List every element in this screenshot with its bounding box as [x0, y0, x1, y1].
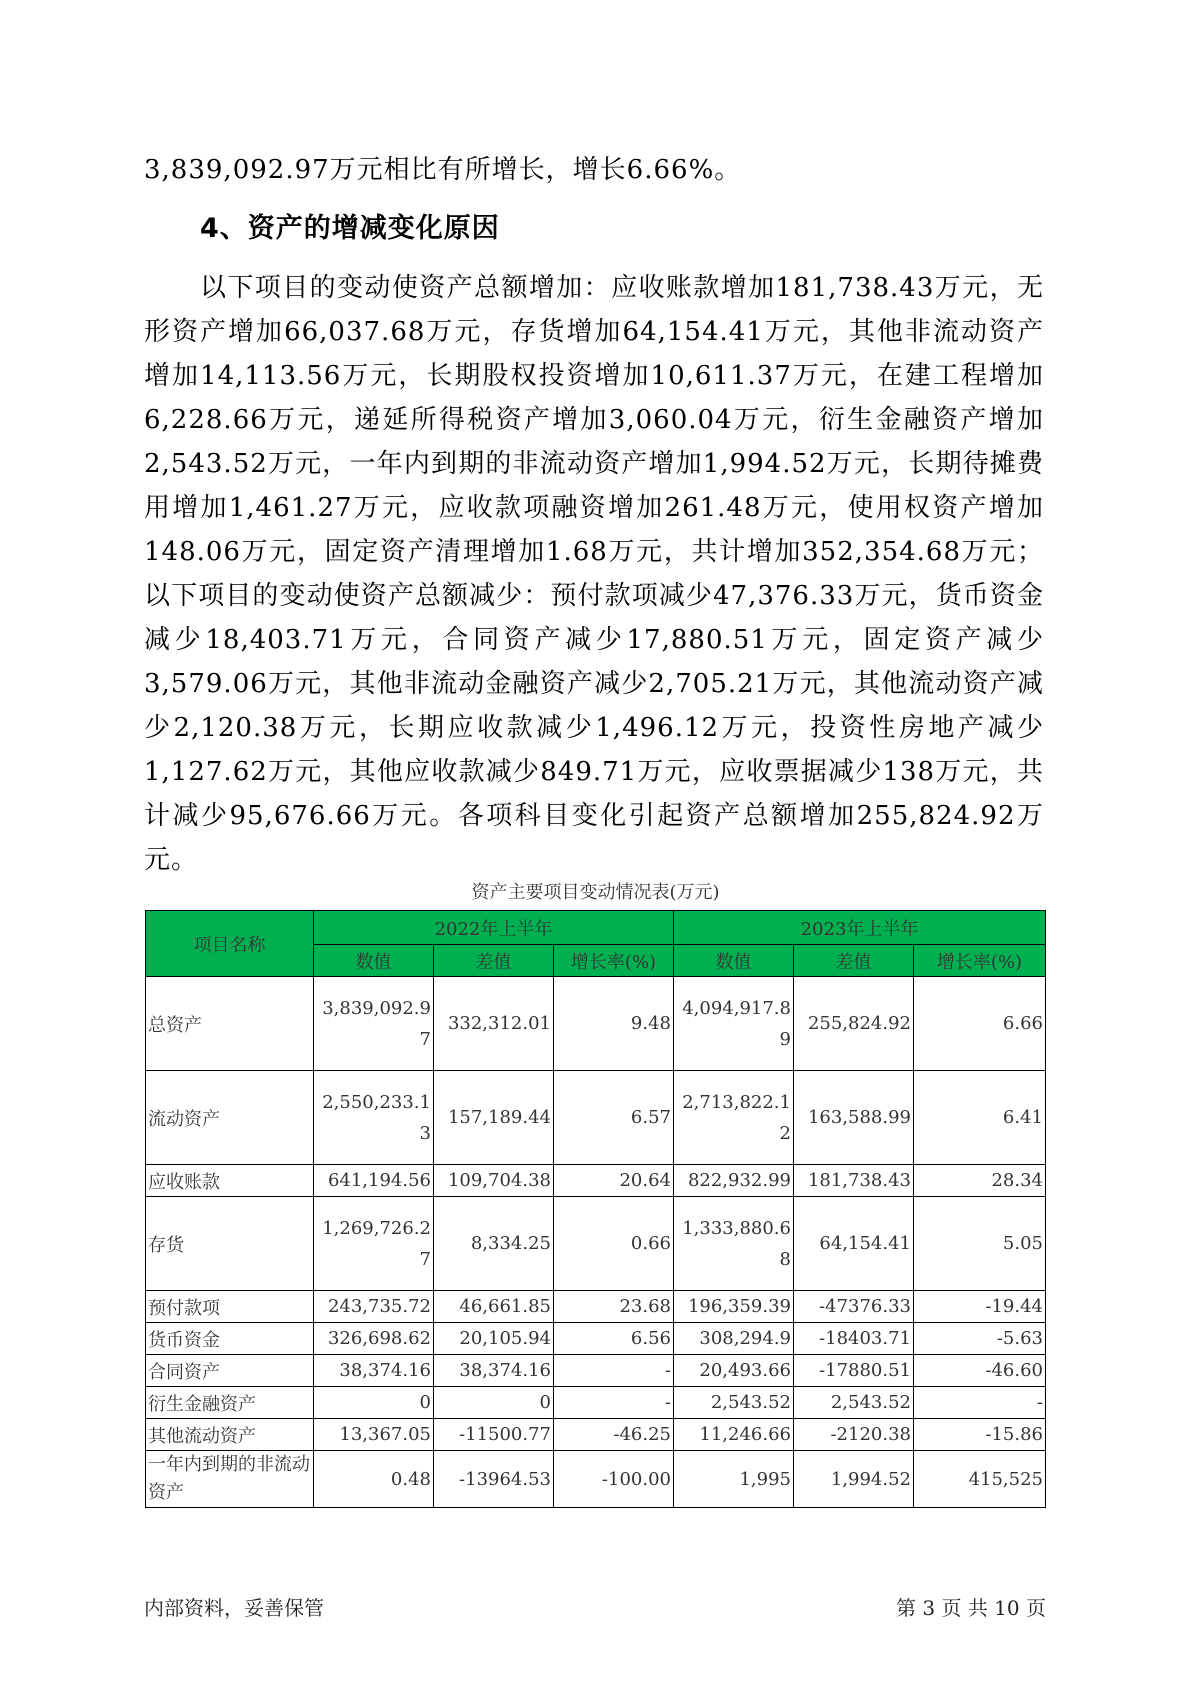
diff-2022: 109,704.38 — [434, 1165, 554, 1197]
row-name: 其他流动资产 — [146, 1419, 314, 1451]
header-rate-2023: 增长率(%) — [914, 945, 1046, 977]
diff-2023: 1,994.52 — [794, 1451, 914, 1508]
row-name: 合同资产 — [146, 1355, 314, 1387]
value-2022: 3,839,092.97 — [314, 977, 434, 1071]
diff-2023: 64,154.41 — [794, 1197, 914, 1291]
header-rate-2022: 增长率(%) — [554, 945, 674, 977]
rate-2023: 6.41 — [914, 1071, 1046, 1165]
diff-2023: -17880.51 — [794, 1355, 914, 1387]
table-row — [146, 1165, 1046, 1197]
diff-2022: -11500.77 — [434, 1419, 554, 1451]
diff-2023: -47376.33 — [794, 1291, 914, 1323]
diff-2022: 38,374.16 — [434, 1355, 554, 1387]
diff-2022: 8,334.25 — [434, 1197, 554, 1291]
rate-2022: - — [554, 1387, 674, 1419]
row-name: 一年内到期的非流动资产 — [146, 1451, 314, 1508]
row-name: 预付款项 — [146, 1291, 314, 1323]
diff-2022: 157,189.44 — [434, 1071, 554, 1165]
value-2023: 2,713,822.12 — [674, 1071, 794, 1165]
table-row — [146, 1419, 1046, 1451]
diff-2022: 332,312.01 — [434, 977, 554, 1071]
section-heading: 4、资产的增减变化原因 — [200, 213, 500, 244]
rate-2022: 6.56 — [554, 1323, 674, 1355]
rate-2023: -15.86 — [914, 1419, 1046, 1451]
table-row — [146, 1197, 1046, 1291]
rate-2023: -5.63 — [914, 1323, 1046, 1355]
rate-2023: 6.66 — [914, 977, 1046, 1071]
rate-2022: - — [554, 1355, 674, 1387]
diff-2023: 2,543.52 — [794, 1387, 914, 1419]
table-row — [146, 977, 1046, 1071]
table-row — [146, 1071, 1046, 1165]
rate-2023: 28.34 — [914, 1165, 1046, 1197]
table-row — [146, 1387, 1046, 1419]
diff-2023: 181,738.43 — [794, 1165, 914, 1197]
header-2022: 2022年上半年 — [314, 911, 674, 945]
rate-2022: 9.48 — [554, 977, 674, 1071]
diff-2022: 46,661.85 — [434, 1291, 554, 1323]
table-row — [146, 1291, 1046, 1323]
diff-2023: 163,588.99 — [794, 1071, 914, 1165]
value-2023: 20,493.66 — [674, 1355, 794, 1387]
value-2023: 1,995 — [674, 1451, 794, 1508]
value-2022: 2,550,233.13 — [314, 1071, 434, 1165]
rate-2022: 6.57 — [554, 1071, 674, 1165]
diff-2023: 255,824.92 — [794, 977, 914, 1071]
diff-2023: -18403.71 — [794, 1323, 914, 1355]
rate-2023: -19.44 — [914, 1291, 1046, 1323]
row-name: 流动资产 — [146, 1071, 314, 1165]
header-2023: 2023年上半年 — [674, 911, 1046, 945]
value-2023: 11,246.66 — [674, 1419, 794, 1451]
header-diff-2023: 差值 — [794, 945, 914, 977]
value-2022: 326,698.62 — [314, 1323, 434, 1355]
value-2023: 822,932.99 — [674, 1165, 794, 1197]
row-name: 货币资金 — [146, 1323, 314, 1355]
paragraph-asset-changes: 以下项目的变动使资产总额增加：应收账款增加181,738.43万元，无形资产增加66,037.68万元，存货增加64,154.41万元，其他非流动资产增加14,113.56万元，长期股权投资增加10,611.37万元，在建工程增加6,228.66万元，递延所得税资产增加3,060.04万元，衍生金融资产增加2,543.52万元，一年内到期的非流动资产增加1,994.52万元，长期待摊费用增加1,461.27万元，应收款项融资增加261.48万元，使用权资产增加148.06万元，固定资产清理增加1.68万元，共计增加352,354.68万元；以下项目的变动使资产总额减少：预付款项减少47,376.33万元，货币资金减少18,403.71万元，合同资产减少17,880.51万元，固定资产减少3,579.06万元，其他非流动金融资产减少2,705.21万元，其他流动资产减少2,120.38万元，长期应收款减少1,496.12万元，投资性房地产减少1,127.62万元，其他应收款减少849.71万元，应收票据减少138万元，共计减少95,676.66万元。各项科目变化引起资产总额增加255,824.92万元。 — [144, 273, 1044, 875]
value-2023: 4,094,917.89 — [674, 977, 794, 1071]
paragraph-continuation: 3,839,092.97万元相比有所增长，增长6.66%。 — [144, 155, 742, 185]
header-diff-2022: 差值 — [434, 945, 554, 977]
rate-2023: 5.05 — [914, 1197, 1046, 1291]
table-row — [146, 1355, 1046, 1387]
value-2023: 308,294.9 — [674, 1323, 794, 1355]
header-value-2022: 数值 — [314, 945, 434, 977]
rate-2022: 0.66 — [554, 1197, 674, 1291]
value-2022: 38,374.16 — [314, 1355, 434, 1387]
rate-2023: 415,525 — [914, 1451, 1046, 1508]
value-2023: 1,333,880.68 — [674, 1197, 794, 1291]
header-item-name: 项目名称 — [146, 911, 314, 977]
rate-2022: -46.25 — [554, 1419, 674, 1451]
value-2022: 0.48 — [314, 1451, 434, 1508]
header-value-2023: 数值 — [674, 945, 794, 977]
asset-change-table — [145, 910, 1046, 1508]
diff-2022: 20,105.94 — [434, 1323, 554, 1355]
rate-2022: -100.00 — [554, 1451, 674, 1508]
rate-2022: 23.68 — [554, 1291, 674, 1323]
value-2022: 243,735.72 — [314, 1291, 434, 1323]
diff-2022: 0 — [434, 1387, 554, 1419]
value-2022: 0 — [314, 1387, 434, 1419]
rate-2023: - — [914, 1387, 1046, 1419]
rate-2022: 20.64 — [554, 1165, 674, 1197]
value-2023: 2,543.52 — [674, 1387, 794, 1419]
table-caption: 资产主要项目变动情况表(万元) — [471, 882, 720, 903]
value-2023: 196,359.39 — [674, 1291, 794, 1323]
row-name: 衍生金融资产 — [146, 1387, 314, 1419]
value-2022: 13,367.05 — [314, 1419, 434, 1451]
diff-2022: -13964.53 — [434, 1451, 554, 1508]
table-row — [146, 1323, 1046, 1355]
row-name: 应收账款 — [146, 1165, 314, 1197]
footer-page-number: 第 3 页 共 10 页 — [896, 1596, 1046, 1620]
row-name: 总资产 — [146, 977, 314, 1071]
value-2022: 641,194.56 — [314, 1165, 434, 1197]
rate-2023: -46.60 — [914, 1355, 1046, 1387]
footer-confidential-note: 内部资料，妥善保管 — [144, 1596, 324, 1620]
value-2022: 1,269,726.27 — [314, 1197, 434, 1291]
diff-2023: -2120.38 — [794, 1419, 914, 1451]
table-row — [146, 1451, 1046, 1508]
row-name: 存货 — [146, 1197, 314, 1291]
